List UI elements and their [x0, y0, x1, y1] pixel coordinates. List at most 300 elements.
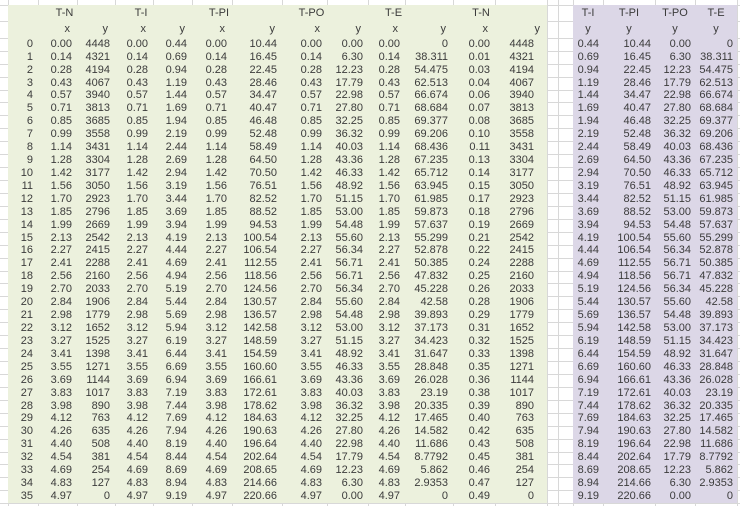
grid-cell[interactable]: 2.56	[50, 270, 72, 283]
grid-cell[interactable]: 40.03	[335, 386, 363, 399]
column-group-header[interactable]: T-PI	[208, 6, 230, 19]
grid-cell[interactable]: 82.52	[249, 192, 277, 205]
grid-cell[interactable]: 47.832	[699, 270, 733, 283]
grid-cell[interactable]: 65.712	[699, 167, 733, 179]
grid-cell[interactable]: 22.98	[335, 438, 363, 451]
grid-cell[interactable]: 7.69	[577, 412, 599, 425]
grid-cell[interactable]: 202.64	[243, 451, 277, 464]
grid-cell[interactable]: 0.18	[468, 205, 490, 218]
grid-cell[interactable]: 1.69	[577, 102, 599, 115]
grid-cell[interactable]: 0.00	[205, 37, 227, 50]
grid-cell[interactable]: 58.49	[249, 141, 277, 154]
grid-cell[interactable]: 27.80	[335, 102, 363, 115]
grid-cell[interactable]: 22.98	[663, 438, 691, 451]
grid-cell[interactable]: 4.97	[378, 490, 400, 502]
grid-cell[interactable]: 2.27	[126, 244, 148, 257]
grid-cell[interactable]: 3.83	[126, 386, 148, 399]
grid-cell[interactable]: 4.26	[50, 425, 72, 438]
grid-cell[interactable]: 2.19	[165, 128, 187, 141]
grid-cell[interactable]: 17.79	[663, 76, 691, 89]
grid-cell[interactable]: 0.03	[468, 63, 490, 76]
grid-cell[interactable]: 55.299	[699, 231, 733, 244]
grid-cell[interactable]: 36.32	[335, 128, 363, 141]
grid-cell[interactable]: 1.56	[300, 179, 322, 192]
grid-cell[interactable]: 0.43	[468, 438, 490, 451]
grid-cell[interactable]: 94.53	[623, 218, 651, 231]
y-subheader-cell[interactable]: y	[672, 23, 678, 36]
grid-cell[interactable]: 70.50	[249, 167, 277, 179]
grid-cell[interactable]: 62.513	[699, 76, 733, 89]
grid-cell[interactable]: 48.92	[663, 179, 691, 192]
grid-cell[interactable]: 202.64	[617, 451, 651, 464]
grid-cell[interactable]: 1.85	[300, 205, 322, 218]
grid-cell[interactable]: 1.19	[577, 76, 599, 89]
grid-cell[interactable]: 1.99	[50, 218, 72, 231]
grid-cell[interactable]: 3558	[85, 128, 110, 141]
grid-cell[interactable]: 53.00	[663, 205, 691, 218]
grid-cell[interactable]: 0.45	[468, 451, 490, 464]
grid-cell[interactable]: 4.97	[300, 490, 322, 502]
grid-cell[interactable]: 1.85	[50, 205, 72, 218]
grid-cell[interactable]: 54.48	[663, 309, 691, 322]
grid-cell[interactable]: 1.94	[577, 115, 599, 128]
grid-cell[interactable]: 127	[91, 477, 110, 490]
row-index-cell[interactable]: 19	[20, 283, 33, 296]
grid-cell[interactable]: 54.48	[335, 309, 363, 322]
grid-cell[interactable]: 69.206	[414, 128, 448, 141]
grid-cell[interactable]: 0.28	[468, 296, 490, 309]
grid-cell[interactable]: 148.59	[243, 334, 277, 347]
grid-cell[interactable]: 0.15	[468, 179, 490, 192]
grid-cell[interactable]: 184.63	[617, 412, 651, 425]
grid-cell[interactable]: 4.97	[50, 490, 72, 502]
grid-cell[interactable]: 136.57	[617, 309, 651, 322]
grid-cell[interactable]: 106.54	[243, 244, 277, 257]
row-index-cell[interactable]: 12	[20, 192, 33, 205]
grid-cell[interactable]: 3.41	[378, 347, 400, 360]
grid-cell[interactable]: 34.47	[623, 89, 651, 102]
grid-cell[interactable]: 1.85	[205, 205, 227, 218]
grid-cell[interactable]: 106.54	[617, 244, 651, 257]
grid-cell[interactable]: 3.55	[205, 360, 227, 373]
grid-cell[interactable]: 2.27	[50, 244, 72, 257]
grid-cell[interactable]: 3.69	[577, 205, 599, 218]
grid-cell[interactable]: 254	[515, 464, 534, 477]
grid-cell[interactable]: 3.69	[300, 373, 322, 386]
grid-cell[interactable]: 46.33	[663, 167, 691, 179]
grid-cell[interactable]: 6.94	[165, 373, 187, 386]
grid-cell[interactable]: 1.56	[50, 179, 72, 192]
grid-cell[interactable]: 2.94	[165, 167, 187, 179]
grid-cell[interactable]: 3.12	[378, 322, 400, 335]
grid-cell[interactable]: 2542	[509, 231, 534, 244]
grid-cell[interactable]: 0.31	[468, 322, 490, 335]
grid-cell[interactable]: 52.878	[699, 244, 733, 257]
grid-cell[interactable]: 196.64	[243, 438, 277, 451]
grid-cell[interactable]: 1.42	[126, 167, 148, 179]
grid-cell[interactable]: 3.98	[205, 399, 227, 412]
grid-cell[interactable]: 3.83	[50, 386, 72, 399]
row-index-cell[interactable]: 6	[26, 115, 33, 128]
empty-header-cell[interactable]	[232, 5, 282, 21]
grid-cell[interactable]: 0	[726, 490, 733, 502]
grid-cell[interactable]: 67.235	[699, 154, 733, 167]
row-index-cell[interactable]: 28	[20, 399, 33, 412]
grid-cell[interactable]: 1.28	[126, 154, 148, 167]
grid-cell[interactable]: 3940	[85, 89, 110, 102]
grid-cell[interactable]: 118.56	[618, 270, 651, 283]
grid-cell[interactable]: 3.12	[126, 322, 148, 335]
grid-cell[interactable]: 6.19	[165, 334, 187, 347]
grid-cell[interactable]: 214.66	[617, 477, 651, 490]
row-index-cell[interactable]: 29	[20, 412, 33, 425]
grid-cell[interactable]: 142.58	[243, 322, 277, 335]
grid-cell[interactable]: 1906	[85, 296, 110, 309]
row-index-cell[interactable]: 30	[20, 425, 33, 438]
grid-cell[interactable]: 0	[441, 490, 448, 502]
row-index-cell[interactable]: 2	[26, 63, 33, 76]
grid-cell[interactable]: 1779	[509, 309, 534, 322]
grid-cell[interactable]: 5.19	[165, 283, 187, 296]
grid-cell[interactable]: 68.684	[414, 102, 448, 115]
grid-cell[interactable]: 0.00	[50, 37, 72, 50]
grid-cell[interactable]: 5.94	[165, 322, 187, 335]
grid-cell[interactable]: 0.28	[205, 63, 227, 76]
grid-cell[interactable]: 190.63	[243, 425, 277, 438]
grid-cell[interactable]: 4.40	[300, 438, 322, 451]
grid-cell[interactable]: 1.42	[50, 167, 72, 179]
y-subheader-cell[interactable]: y	[355, 23, 361, 36]
grid-cell[interactable]: 1398	[85, 347, 110, 360]
x-subheader-cell[interactable]: x	[482, 23, 488, 36]
grid-cell[interactable]: 3940	[509, 89, 534, 102]
row-index-cell[interactable]: 1	[26, 50, 33, 63]
grid-cell[interactable]: 2.13	[205, 231, 227, 244]
grid-cell[interactable]: 2.98	[50, 309, 72, 322]
grid-cell[interactable]: 2796	[85, 205, 110, 218]
grid-cell[interactable]: 8.44	[577, 451, 599, 464]
y-subheader-cell[interactable]: y	[585, 23, 591, 36]
grid-cell[interactable]: 0.36	[468, 373, 490, 386]
grid-cell[interactable]: 5.44	[577, 296, 599, 309]
grid-cell[interactable]: 0.57	[126, 89, 148, 102]
grid-cell[interactable]: 4.69	[577, 257, 599, 270]
row-index-cell[interactable]: 17	[20, 257, 33, 270]
grid-cell[interactable]: 0.85	[126, 115, 148, 128]
grid-cell[interactable]: 56.71	[335, 270, 363, 283]
grid-cell[interactable]: 55.60	[335, 231, 363, 244]
grid-cell[interactable]: 1.42	[300, 167, 322, 179]
y-subheader-cell[interactable]: y	[269, 23, 275, 36]
grid-cell[interactable]: 1.69	[165, 102, 187, 115]
grid-cell[interactable]: 184.63	[243, 412, 277, 425]
grid-cell[interactable]: 57.637	[699, 218, 733, 231]
grid-cell[interactable]: 2.13	[300, 231, 322, 244]
grid-cell[interactable]: 61.985	[699, 192, 733, 205]
grid-cell[interactable]: 0.69	[577, 50, 599, 63]
grid-cell[interactable]: 42.58	[420, 296, 448, 309]
grid-cell[interactable]: 45.228	[414, 283, 448, 296]
grid-cell[interactable]: 1.85	[126, 205, 148, 218]
x-subheader-cell[interactable]: x	[140, 23, 146, 36]
grid-cell[interactable]: 1.28	[205, 154, 227, 167]
grid-cell[interactable]: 27.80	[663, 102, 691, 115]
grid-cell[interactable]: 3.44	[577, 192, 599, 205]
grid-cell[interactable]: 4.69	[165, 257, 187, 270]
grid-cell[interactable]: 0.99	[126, 128, 148, 141]
grid-cell[interactable]: 12.23	[663, 464, 691, 477]
grid-cell[interactable]: 4.12	[378, 412, 400, 425]
grid-cell[interactable]: 53.00	[663, 322, 691, 335]
grid-cell[interactable]: 46.48	[249, 115, 277, 128]
row-index-cell[interactable]: 14	[20, 218, 33, 231]
y-subheader-cell[interactable]: y	[102, 23, 108, 36]
row-index-cell[interactable]: 25	[20, 360, 33, 373]
grid-cell[interactable]: 0.14	[50, 50, 72, 63]
grid-cell[interactable]: 34.423	[414, 334, 448, 347]
grid-cell[interactable]: 4448	[509, 37, 534, 50]
grid-cell[interactable]: 3.41	[205, 347, 227, 360]
grid-cell[interactable]: 48.92	[335, 347, 363, 360]
grid-cell[interactable]: 2.69	[165, 154, 187, 167]
grid-cell[interactable]: 0.00	[468, 37, 490, 50]
grid-cell[interactable]: 160.60	[243, 360, 277, 373]
grid-cell[interactable]: 4.54	[50, 451, 72, 464]
grid-cell[interactable]: 3.69	[205, 373, 227, 386]
row-index-cell[interactable]: 22	[20, 322, 33, 335]
grid-cell[interactable]: 63.945	[699, 179, 733, 192]
grid-cell[interactable]: 2160	[509, 270, 534, 283]
grid-cell[interactable]: 48.92	[663, 347, 691, 360]
grid-cell[interactable]: 1.28	[50, 154, 72, 167]
grid-cell[interactable]: 130.57	[243, 296, 277, 309]
grid-cell[interactable]: 34.47	[249, 89, 277, 102]
grid-cell[interactable]: 2669	[509, 218, 534, 231]
grid-cell[interactable]: 36.32	[335, 399, 363, 412]
grid-cell[interactable]: 59.873	[414, 205, 448, 218]
grid-cell[interactable]: 1.14	[126, 141, 148, 154]
grid-cell[interactable]: 178.62	[617, 399, 651, 412]
grid-cell[interactable]: 3304	[85, 154, 110, 167]
grid-cell[interactable]: 0.43	[378, 76, 400, 89]
grid-cell[interactable]: 56.34	[663, 244, 691, 257]
row-index-cell[interactable]: 34	[20, 477, 33, 490]
grid-cell[interactable]: 3431	[85, 141, 110, 154]
grid-cell[interactable]: 4.69	[126, 464, 148, 477]
grid-cell[interactable]: 0.43	[126, 76, 148, 89]
grid-cell[interactable]: 124.56	[617, 283, 651, 296]
grid-cell[interactable]: 172.61	[617, 386, 651, 399]
grid-cell[interactable]: 40.03	[663, 141, 691, 154]
grid-cell[interactable]: 2.56	[205, 270, 227, 283]
grid-cell[interactable]: 56.71	[663, 257, 691, 270]
grid-cell[interactable]: 2.98	[378, 309, 400, 322]
grid-cell[interactable]: 54.48	[335, 218, 363, 231]
grid-cell[interactable]: 4448	[85, 37, 110, 50]
grid-cell[interactable]: 1017	[509, 386, 534, 399]
grid-cell[interactable]: 172.61	[243, 386, 277, 399]
grid-cell[interactable]: 1.14	[300, 141, 322, 154]
grid-cell[interactable]: 28.848	[414, 360, 448, 373]
grid-cell[interactable]: 4.97	[126, 490, 148, 502]
grid-cell[interactable]: 11.686	[700, 438, 733, 451]
grid-cell[interactable]: 3.98	[50, 399, 72, 412]
column-group-header[interactable]: T-N	[55, 6, 74, 19]
grid-cell[interactable]: 4.69	[50, 464, 72, 477]
grid-cell[interactable]: 2.9353	[414, 477, 448, 490]
grid-cell[interactable]: 1.56	[378, 179, 400, 192]
grid-cell[interactable]: 3558	[509, 128, 534, 141]
grid-cell[interactable]: 11.686	[415, 438, 448, 451]
grid-cell[interactable]: 4.94	[577, 270, 599, 283]
grid-cell[interactable]: 178.62	[243, 399, 277, 412]
grid-cell[interactable]: 0.46	[468, 464, 490, 477]
row-index-cell[interactable]: 15	[20, 231, 33, 244]
row-index-cell[interactable]: 20	[20, 296, 33, 309]
grid-cell[interactable]: 2033	[85, 283, 110, 296]
grid-cell[interactable]: 0.21	[468, 231, 490, 244]
grid-cell[interactable]: 16.45	[249, 50, 277, 63]
grid-cell[interactable]: 1.85	[378, 205, 400, 218]
grid-cell[interactable]: 6.44	[577, 347, 599, 360]
grid-cell[interactable]: 4.26	[126, 425, 148, 438]
grid-cell[interactable]: 0	[441, 37, 448, 50]
grid-cell[interactable]: 45.228	[699, 283, 733, 296]
grid-cell[interactable]: 4.26	[378, 425, 400, 438]
grid-cell[interactable]: 0.26	[468, 283, 490, 296]
grid-cell[interactable]: 1.42	[378, 167, 400, 179]
empty-header-cell[interactable]	[405, 5, 453, 21]
grid-cell[interactable]: 1.99	[378, 218, 400, 231]
grid-cell[interactable]: 0.69	[165, 50, 187, 63]
grid-cell[interactable]: 0.71	[205, 102, 227, 115]
grid-cell[interactable]: 154.59	[243, 347, 277, 360]
row-index-cell[interactable]: 8	[26, 141, 33, 154]
grid-cell[interactable]: 4.69	[205, 464, 227, 477]
grid-cell[interactable]: 76.51	[623, 179, 651, 192]
grid-cell[interactable]: 52.48	[623, 128, 651, 141]
x-subheader-cell[interactable]: x	[314, 23, 320, 36]
grid-cell[interactable]: 112.55	[244, 257, 277, 270]
grid-cell[interactable]: 112.55	[618, 257, 651, 270]
grid-cell[interactable]: 8.69	[165, 464, 187, 477]
grid-cell[interactable]: 43.36	[663, 373, 691, 386]
grid-cell[interactable]: 3.12	[50, 322, 72, 335]
x-subheader-cell[interactable]: x	[392, 23, 398, 36]
grid-cell[interactable]: 51.15	[663, 334, 691, 347]
grid-cell[interactable]: 56.34	[335, 244, 363, 257]
row-index-cell[interactable]: 7	[26, 128, 33, 141]
grid-cell[interactable]: 763	[515, 412, 534, 425]
grid-cell[interactable]: 4.44	[165, 244, 187, 257]
grid-cell[interactable]: 4321	[509, 50, 534, 63]
grid-cell[interactable]: 1.70	[126, 192, 148, 205]
grid-cell[interactable]: 0.07	[468, 102, 490, 115]
grid-cell[interactable]: 52.48	[249, 128, 277, 141]
grid-cell[interactable]: 214.66	[243, 477, 277, 490]
grid-cell[interactable]: 0.94	[165, 63, 187, 76]
grid-cell[interactable]: 27.80	[335, 425, 363, 438]
row-index-cell[interactable]: 5	[26, 102, 33, 115]
grid-cell[interactable]: 1.19	[165, 76, 187, 89]
grid-cell[interactable]: 890	[91, 399, 110, 412]
grid-cell[interactable]: 1779	[85, 309, 110, 322]
grid-cell[interactable]: 31.647	[699, 347, 733, 360]
grid-cell[interactable]: 67.235	[414, 154, 448, 167]
grid-cell[interactable]: 2923	[509, 192, 534, 205]
grid-cell[interactable]: 7.44	[577, 399, 599, 412]
grid-cell[interactable]: 23.19	[420, 386, 448, 399]
grid-cell[interactable]: 20.335	[699, 399, 733, 412]
row-index-cell[interactable]: 0	[26, 37, 33, 50]
column-group-header[interactable]: T-PI	[618, 6, 640, 19]
grid-cell[interactable]: 1.44	[165, 89, 187, 102]
grid-cell[interactable]: 10.44	[249, 37, 277, 50]
grid-cell[interactable]: 0.42	[468, 425, 490, 438]
grid-cell[interactable]: 2.13	[378, 231, 400, 244]
grid-cell[interactable]: 1.70	[50, 192, 72, 205]
grid-cell[interactable]: 0.14	[378, 50, 400, 63]
grid-cell[interactable]: 0.43	[205, 76, 227, 89]
grid-cell[interactable]: 46.33	[663, 360, 691, 373]
grid-cell[interactable]: 54.475	[414, 63, 448, 76]
grid-cell[interactable]: 0.28	[378, 63, 400, 76]
grid-cell[interactable]: 4.40	[378, 438, 400, 451]
grid-cell[interactable]: 7.69	[165, 412, 187, 425]
grid-cell[interactable]: 0.10	[468, 128, 490, 141]
grid-cell[interactable]: 7.19	[165, 386, 187, 399]
grid-cell[interactable]: 3813	[85, 102, 110, 115]
grid-cell[interactable]: 3.69	[165, 205, 187, 218]
grid-cell[interactable]: 2033	[509, 283, 534, 296]
grid-cell[interactable]: 23.19	[705, 386, 733, 399]
grid-cell[interactable]: 0.32	[468, 334, 490, 347]
grid-cell[interactable]: 38.311	[700, 50, 733, 63]
grid-cell[interactable]: 4.40	[205, 438, 227, 451]
grid-cell[interactable]: 1.70	[205, 192, 227, 205]
grid-cell[interactable]: 17.79	[335, 451, 363, 464]
grid-cell[interactable]: 37.173	[699, 322, 733, 335]
grid-cell[interactable]: 0.11	[469, 141, 490, 154]
grid-cell[interactable]: 57.637	[414, 218, 448, 231]
grid-cell[interactable]: 190.63	[617, 425, 651, 438]
grid-cell[interactable]: 2.98	[205, 309, 227, 322]
column-group-header[interactable]: T-E	[384, 6, 403, 19]
grid-cell[interactable]: 3.55	[300, 360, 322, 373]
grid-cell[interactable]: 3.27	[300, 334, 322, 347]
grid-cell[interactable]: 6.44	[165, 347, 187, 360]
grid-cell[interactable]: 0.00	[669, 490, 691, 502]
grid-cell[interactable]: 12.23	[663, 63, 691, 76]
grid-cell[interactable]: 17.465	[414, 412, 448, 425]
grid-cell[interactable]: 0.44	[577, 37, 599, 50]
grid-cell[interactable]: 1525	[509, 334, 534, 347]
grid-cell[interactable]: 32.25	[663, 115, 691, 128]
grid-cell[interactable]: 53.00	[335, 322, 363, 335]
grid-cell[interactable]: 0.85	[378, 115, 400, 128]
grid-cell[interactable]: 3.41	[50, 347, 72, 360]
grid-cell[interactable]: 4.26	[205, 425, 227, 438]
grid-cell[interactable]: 1271	[85, 360, 110, 373]
grid-cell[interactable]: 3.69	[378, 373, 400, 386]
grid-cell[interactable]: 3050	[509, 179, 534, 192]
grid-cell[interactable]: 56.34	[663, 283, 691, 296]
grid-cell[interactable]: 508	[515, 438, 534, 451]
grid-cell[interactable]: 1.70	[378, 192, 400, 205]
grid-cell[interactable]: 3.55	[126, 360, 148, 373]
grid-cell[interactable]: 55.60	[663, 296, 691, 309]
grid-cell[interactable]: 2.27	[205, 244, 227, 257]
